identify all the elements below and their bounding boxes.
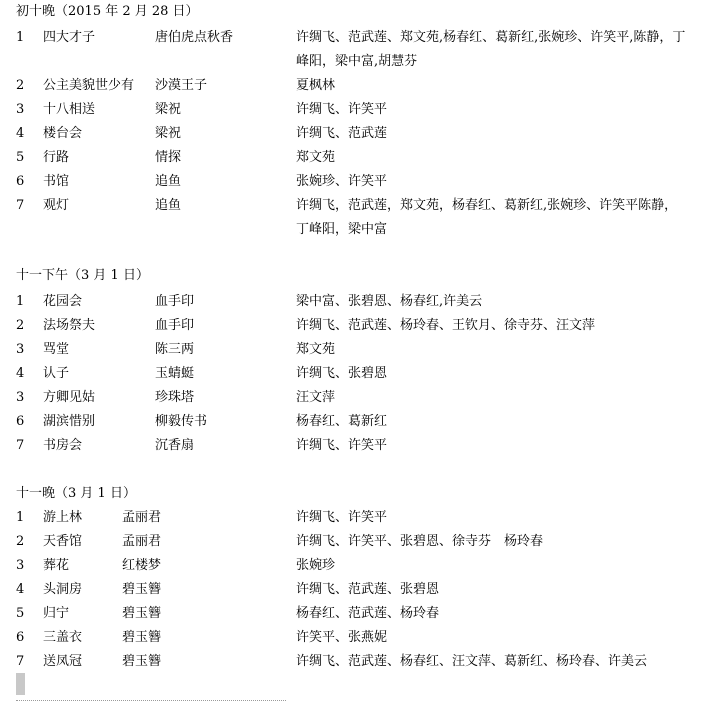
- source-opera: 碧玉簪: [122, 582, 162, 597]
- cut-off-next-line: [16, 700, 286, 705]
- row-number: 6: [16, 414, 25, 429]
- program-name: 骂堂: [43, 342, 70, 357]
- cast-list: 许绸飞、许笑平: [296, 438, 388, 453]
- row-number: 7: [16, 654, 25, 669]
- source-opera: 追鱼: [155, 174, 182, 189]
- cast-list: 许绸飞、范武莲、郑文苑,杨春红、葛新红,张婉珍、许笑平,陈静，丁峰阳，梁中富,胡慧芬: [296, 30, 686, 69]
- program-name: 十八相送: [43, 102, 96, 117]
- cast-list: 张婉珍: [296, 558, 336, 573]
- cast-list: 许绸飞、许笑平、张碧恩、徐寺芬 杨玲春: [296, 534, 544, 549]
- row-number: 4: [16, 126, 25, 141]
- table-row: [0, 338, 706, 362]
- table-row: [0, 362, 706, 386]
- row-number: 5: [16, 150, 25, 165]
- program-name: 四大才子: [43, 30, 96, 45]
- source-opera: 梁祝: [155, 102, 182, 117]
- program-name: 头洞房: [43, 582, 83, 597]
- row-number: 6: [16, 174, 25, 189]
- program-name: 书馆: [43, 174, 70, 189]
- program-name: 天香馆: [43, 534, 83, 549]
- program-name: 送凤冠: [43, 654, 83, 669]
- section-title-1: 初十晚（2015 年 2 月 28 日）: [16, 4, 199, 19]
- table-row: [0, 386, 706, 410]
- row-number: 4: [16, 582, 25, 597]
- row-number: 2: [16, 534, 25, 549]
- source-opera: 红楼梦: [122, 558, 162, 573]
- row-number: 1: [16, 30, 25, 45]
- text-cursor-block: [16, 673, 25, 695]
- cast-list: 汪文萍: [296, 390, 336, 405]
- row-number: 3: [16, 390, 25, 405]
- row-number: 4: [16, 366, 25, 381]
- cast-list: 郑文苑: [296, 150, 336, 165]
- row-number: 1: [16, 294, 25, 309]
- source-opera: 血手印: [155, 318, 195, 333]
- row-number: 2: [16, 78, 25, 93]
- table-row: [0, 74, 706, 98]
- source-opera: 沙漠王子: [155, 78, 208, 93]
- source-opera: 柳毅传书: [155, 414, 208, 429]
- program-name: 三盖衣: [43, 630, 83, 645]
- source-opera: 玉蜻蜓: [155, 366, 195, 381]
- row-number: 3: [16, 342, 25, 357]
- program-name: 书房会: [43, 438, 83, 453]
- row-number: 1: [16, 510, 25, 525]
- row-number: 3: [16, 102, 25, 117]
- program-name: 葬花: [43, 558, 70, 573]
- source-opera: 梁祝: [155, 126, 182, 141]
- table-row: [0, 170, 706, 194]
- table-row: [0, 578, 706, 602]
- source-opera: 孟丽君: [122, 534, 162, 549]
- source-opera: 碧玉簪: [122, 654, 162, 669]
- cast-list: 梁中富、张碧恩、杨春红,许美云: [296, 294, 483, 309]
- table-row: [0, 146, 706, 170]
- source-opera: 沉香扇: [155, 438, 195, 453]
- program-name: 方卿见姑: [43, 390, 96, 405]
- source-opera: 孟丽君: [122, 510, 162, 525]
- program-name: 游上林: [43, 510, 83, 525]
- cast-list: 许绸飞、范武莲、杨玲春、王钦月、徐寺芬、汪文萍: [296, 318, 596, 333]
- source-opera: 唐伯虎点秋香: [155, 30, 234, 45]
- source-opera: 追鱼: [155, 198, 182, 213]
- cast-list: 许笑平、张燕妮: [296, 630, 388, 645]
- table-row: [0, 434, 706, 458]
- cast-list: 张婉珍、许笑平: [296, 174, 388, 189]
- program-name: 花园会: [43, 294, 83, 309]
- cast-list: 许绸飞、张碧恩: [296, 366, 388, 381]
- program-name: 法场祭夫: [43, 318, 96, 333]
- table-row: [0, 410, 706, 434]
- cast-list: 夏枫林: [296, 78, 336, 93]
- cast-list: 许绸飞、许笑平: [296, 102, 388, 117]
- cast-list: 许绸飞、范武莲、杨春红、汪文萍、葛新红、杨玲春、许美云: [296, 654, 648, 669]
- table-row: [0, 122, 706, 146]
- table-row: [0, 530, 706, 554]
- source-opera: 碧玉簪: [122, 630, 162, 645]
- cast-list: 许绸飞、许笑平: [296, 510, 388, 525]
- table-row: [0, 650, 706, 674]
- table-row: [0, 194, 706, 242]
- row-number: 3: [16, 558, 25, 573]
- row-number: 6: [16, 630, 25, 645]
- cast-list: 杨春红、范武莲、杨玲春: [296, 606, 440, 621]
- source-opera: 陈三两: [155, 342, 195, 357]
- section-title-2: 十一下午（3 月 1 日）: [16, 268, 149, 283]
- cast-list: 许绸飞、范武莲、张碧恩: [296, 582, 440, 597]
- cast-list: 许绸飞、范武莲: [296, 126, 388, 141]
- source-opera: 碧玉簪: [122, 606, 162, 621]
- table-row: [0, 554, 706, 578]
- program-name: 楼台会: [43, 126, 83, 141]
- source-opera: 情探: [155, 150, 182, 165]
- row-number: 5: [16, 606, 25, 621]
- program-name: 公主美貌世少有: [43, 78, 135, 93]
- section-title-3: 十一晚（3 月 1 日）: [16, 486, 136, 501]
- row-number: 2: [16, 318, 25, 333]
- row-number: 7: [16, 198, 25, 213]
- table-row: [0, 314, 706, 338]
- program-name: 行路: [43, 150, 70, 165]
- row-number: 7: [16, 438, 25, 453]
- program-name: 湖滨惜别: [43, 414, 96, 429]
- table-row: [0, 506, 706, 530]
- table-row: [0, 98, 706, 122]
- program-name: 认子: [43, 366, 70, 381]
- table-row: [0, 626, 706, 650]
- program-name: 观灯: [43, 198, 70, 213]
- table-row: [0, 602, 706, 626]
- table-row: [0, 26, 706, 74]
- source-opera: 珍珠塔: [155, 390, 195, 405]
- cast-list: 杨春红、葛新红: [296, 414, 388, 429]
- cast-list: 许绸飞，范武莲，郑文苑，杨春红、葛新红,张婉珍、许笑平陈静，丁峰阳，梁中富: [296, 198, 678, 237]
- table-row: [0, 290, 706, 314]
- source-opera: 血手印: [155, 294, 195, 309]
- program-name: 归宁: [43, 606, 70, 621]
- cast-list: 郑文苑: [296, 342, 336, 357]
